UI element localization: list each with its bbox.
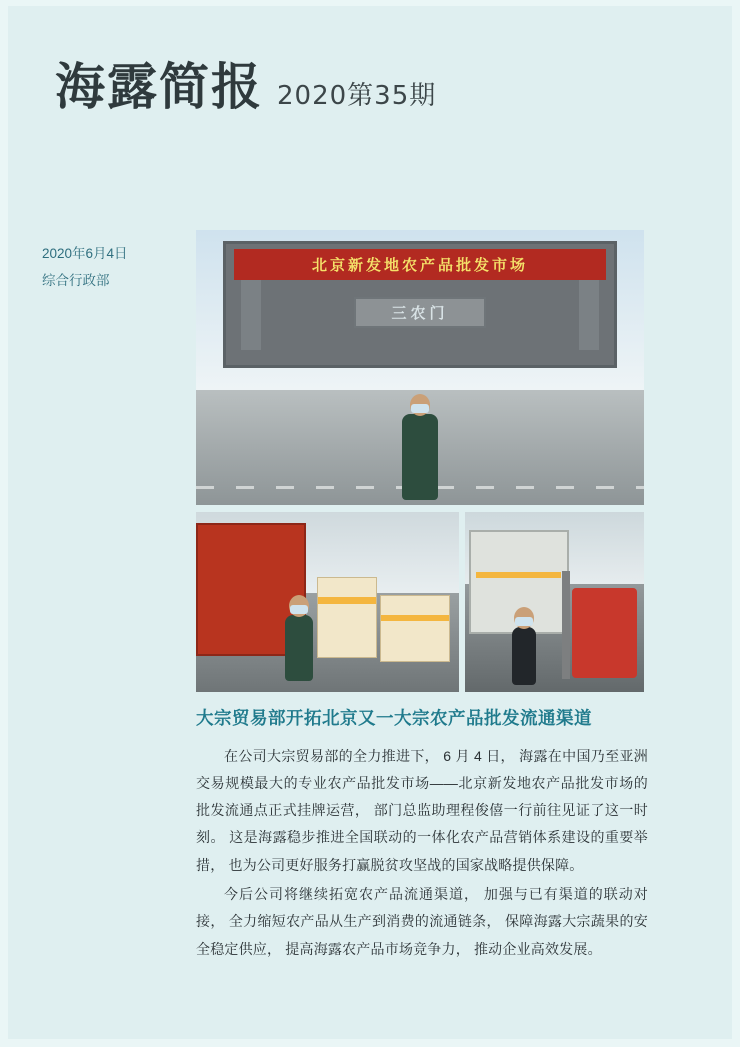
photo-market-gate — [196, 230, 644, 505]
photo-forklift — [465, 512, 644, 692]
face-mask — [411, 404, 429, 413]
market-gate-structure — [223, 241, 617, 368]
article-headline: 大宗贸易部开拓北京又一大宗农产品批发流通渠道 — [196, 708, 592, 728]
crate-band — [318, 597, 376, 604]
publication-title: 海露简报 — [55, 58, 263, 116]
page-edge-left — [0, 0, 8, 1047]
photo-row — [196, 512, 644, 692]
photo-person-left — [285, 615, 313, 681]
crate-band — [381, 615, 449, 621]
crate-stack-a — [317, 577, 377, 658]
article — [196, 706, 648, 965]
gate-pillar-left — [241, 280, 260, 350]
forklift-vehicle — [572, 588, 636, 678]
page-edge-bottom — [0, 1039, 740, 1047]
gate-pillar-right — [579, 280, 598, 350]
issue-number: 2020第35期 — [277, 81, 437, 111]
crate-band — [476, 572, 561, 578]
face-mask — [515, 617, 533, 626]
forklift-mast — [562, 571, 570, 679]
gate-sign-text: 三农门 — [354, 297, 486, 328]
publish-date: 2020年6月4日 — [42, 246, 128, 261]
page-edge-right — [732, 0, 740, 1047]
page-edge-top — [0, 0, 740, 6]
meta-column — [42, 240, 192, 294]
article-paragraph-1: 在公司大宗贸易部的全力推进下， 6 月 4 日， 海露在中国乃至亚洲交易规模最大的专业农产品批发市场——北京新发地农产品批发市场的批发流通点正式挂牌运营， 部门总监助理程俊僖一行前往见证了这一时刻。 这是海露稳步推进全国联动的一体化农产品营销体系建设的重要举措， 也为公司更好服务打赢脱贫攻坚战的国家战略提供保障。 — [196, 747, 648, 873]
photo-person-right — [512, 627, 536, 685]
article-paragraph-2: 今后公司将继续拓宽农产品流通渠道， 加强与已有渠道的联动对接， 全力缩短农产品从生产到消费的流通链条， 保障海露大宗蔬果的安全稳定供应， 提高海露农产品市场竞争力， 推动企业高效发展。 — [196, 885, 648, 957]
masthead — [55, 58, 437, 116]
photo-person-main — [402, 414, 438, 500]
photo-loading-crates — [196, 512, 459, 692]
department-name: 综合行政部 — [42, 273, 110, 288]
crate-stack-b — [380, 595, 450, 662]
face-mask — [290, 605, 308, 614]
market-banner-text: 北京新发地农产品批发市场 — [234, 249, 607, 280]
